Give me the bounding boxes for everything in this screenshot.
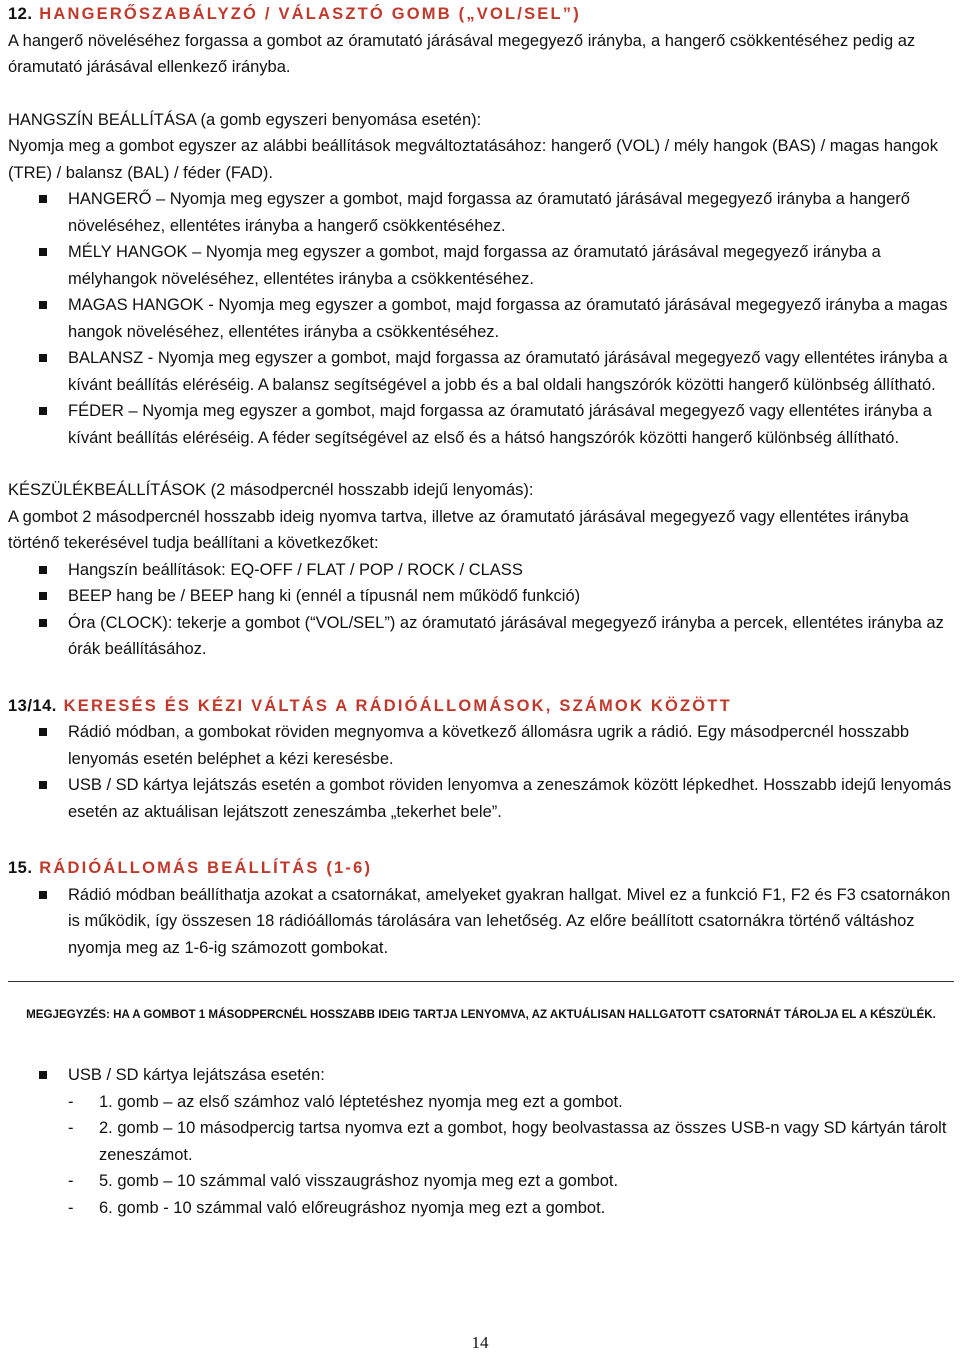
dash-bullet-icon: -: [68, 1119, 74, 1137]
dash-bullet-icon: -: [68, 1092, 74, 1111]
list-item-text: 6. gomb - 10 számmal való előreugráshoz nyomja meg ezt a gombot.: [99, 1198, 606, 1217]
square-bullet-icon: [39, 781, 47, 789]
usb-heading: USB / SD kártya lejátszása esetén:: [68, 1066, 325, 1084]
list-item: [8, 1115, 954, 1168]
list-item-text: 2. gomb – 10 másodpercig tartsa nyomva ezt a gombot, hogy beolvastassa az összes USB-n vagy SD kártyán tárolt zeneszámot.: [99, 1119, 947, 1164]
section-15-heading: [8, 855, 954, 882]
tone-heading: HANGSZÍN BEÁLLÍTÁSA (a gomb egyszeri benyomása esetén):: [8, 110, 482, 129]
section-12: [8, 0, 954, 663]
section-15: [8, 855, 954, 961]
dash-bullet-icon: -: [68, 1172, 74, 1190]
section-13-14-heading: [8, 693, 954, 720]
list-item-text: Rádió módban, a gombokat röviden megnyomva a következő állomásra ugrik a rádió. Egy másodpercnél hosszabb lenyomás esetén beléphet a kézi keresésbe.: [68, 723, 910, 768]
square-bullet-icon: [39, 566, 47, 574]
list-item: [8, 186, 954, 239]
page-number: 14: [471, 1333, 489, 1352]
section-12-number: 12.: [8, 5, 33, 23]
list-item: [8, 1168, 954, 1195]
list-item-text: MÉLY HANGOK – Nyomja meg egyszer a gombot, majd forgassa az óramutató járásával megegyező irányba a mélyhangok növeléséhez, ellentétes irányba a csökkentéséhez.: [68, 243, 881, 288]
list-item: [8, 719, 954, 772]
list-item: [8, 292, 954, 345]
list-item-text: FÉDER – Nyomja meg egyszer a gombot, majd forgassa az óramutató járásával megegyező vagy ellentétes irányba a kívánt beállítás eléréséig. A féder segítségével az első és a hátsó hangszórók közötti hangerő különbség állítható.: [68, 402, 932, 447]
section-13-14: [8, 693, 954, 826]
list-item: [8, 882, 954, 962]
preset-list: [8, 882, 954, 962]
section-12-heading: [8, 1, 954, 28]
section-13-14-title: KERESÉS ÉS KÉZI VÁLTÁS A RÁDIÓÁLLOMÁSOK, SZÁMOK KÖZÖTT: [63, 696, 732, 715]
list-item: [8, 1195, 954, 1222]
dash-bullet-icon: -: [68, 1198, 74, 1217]
list-item-text: 5. gomb – 10 számmal való visszaugráshoz nyomja meg ezt a gombot.: [99, 1172, 619, 1190]
list-item: [8, 772, 954, 825]
note: MEGJEGYZÉS: HA A GOMBOT 1 MÁSODPERCNÉL HOSSZABB IDEIG TARTJA LENYOMVA, AZ AKTUÁLISAN HALLGATOTT CSATORNÁT TÁROLJA EL A KÉSZÜLÉK.: [26, 1008, 936, 1021]
tone-text: Nyomja meg a gombot egyszer az alábbi beállítások megváltoztatásához: hangerő (VOL) / mély hangok (BAS) / magas hangok (TRE) / balansz (BAL) / féder (FAD).: [8, 137, 938, 182]
usb-section: [8, 1062, 954, 1221]
square-bullet-icon: [39, 195, 47, 203]
usb-heading-list: [8, 1062, 954, 1089]
list-item: [8, 345, 954, 398]
list-item: [8, 557, 954, 584]
tone-list: [8, 186, 954, 451]
list-item-text: Hangszín beállítások: EQ-OFF / FLAT / POP / ROCK / CLASS: [68, 560, 523, 579]
search-list: [8, 719, 954, 825]
section-12-title: HANGERŐSZABÁLYZÓ / VÁLASZTÓ GOMB („VOL/SEL”): [39, 5, 581, 23]
section-13-14-number: 13/14.: [8, 696, 57, 715]
usb-list: [8, 1089, 954, 1222]
list-item: [8, 610, 954, 663]
list-item-text: BALANSZ - Nyomja meg egyszer a gombot, majd forgassa az óramutató járásával megegyező vagy ellentétes irányba a kívánt beállítás eléréséig. A balansz segítségével a jobb és a bal oldali hangszórók közötti hangerő különbség állítható.: [68, 349, 948, 394]
section-12-intro: A hangerő növeléséhez forgassa a gombot az óramutató járásával megegyező irányba, a hangerő csökkentéséhez pedig az óramutató járásával ellenkező irányba.: [8, 31, 916, 76]
square-bullet-icon: [39, 891, 47, 899]
list-item-text: Óra (CLOCK): tekerje a gombot (“VOL/SEL”) az óramutató járásával megegyező irányba a percek, ellentétes irányba az órák beállításához.: [68, 613, 944, 658]
list-item-text: BEEP hang be / BEEP hang ki (ennél a típusnál nem működő funkció): [68, 587, 581, 605]
square-bullet-icon: [39, 301, 47, 309]
list-item-text: USB / SD kártya lejátszás esetén a gombot röviden lenyomva a zeneszámok között lépkedhet. Hosszabb idejű lenyomás esetén az aktuálisan lejátszott zeneszámba „tekerhet bele”.: [68, 776, 952, 821]
device-list: [8, 557, 954, 663]
list-item: [8, 1062, 954, 1089]
square-bullet-icon: [39, 354, 47, 362]
list-item-text: 1. gomb – az első számhoz való léptetéshez nyomja meg ezt a gombot.: [99, 1092, 623, 1111]
square-bullet-icon: [39, 728, 47, 736]
list-item-text: HANGERŐ – Nyomja meg egyszer a gombot, majd forgassa az óramutató járásával megegyező irányba a hangerő növeléséhez, ellentétes irányba a hangerő csökkentéséhez.: [68, 190, 910, 235]
list-item-text: MAGAS HANGOK - Nyomja meg egyszer a gombot, majd forgassa az óramutató járásával megegyező irányba a magas hangok növeléséhez, ellentétes irányba a csökkentéséhez.: [68, 296, 948, 341]
square-bullet-icon: [39, 619, 47, 627]
list-item: [8, 398, 954, 451]
device-heading: KÉSZÜLÉKBEÁLLÍTÁSOK (2 másodpercnél hosszabb idejű lenyomás):: [8, 481, 534, 499]
section-15-title: RÁDIÓÁLLOMÁS BEÁLLÍTÁS (1-6): [39, 859, 373, 877]
list-item: [8, 239, 954, 292]
square-bullet-icon: [39, 592, 47, 600]
square-bullet-icon: [39, 248, 47, 256]
document-page: [8, 0, 954, 1221]
list-item: [8, 583, 954, 610]
square-bullet-icon: [39, 407, 47, 415]
list-item-text: Rádió módban beállíthatja azokat a csatornákat, amelyeket gyakran hallgat. Mivel ez a funkció F1, F2 és F3 csatornákon is működik, így összesen 18 rádióállomás tárolására van lehetőség. Az előre beállított csatornákra történő váltáshoz nyomja meg az 1-6-ig számozott gombokat.: [68, 885, 951, 957]
list-item: [8, 1089, 954, 1116]
device-text: A gombot 2 másodpercnél hosszabb ideig nyomva tartva, illetve az óramutató járásával megegyező vagy ellentétes irányba történő tekerésével tudja beállítani a következőket:: [8, 507, 909, 552]
square-bullet-icon: [39, 1071, 47, 1079]
section-15-number: 15.: [8, 859, 33, 877]
